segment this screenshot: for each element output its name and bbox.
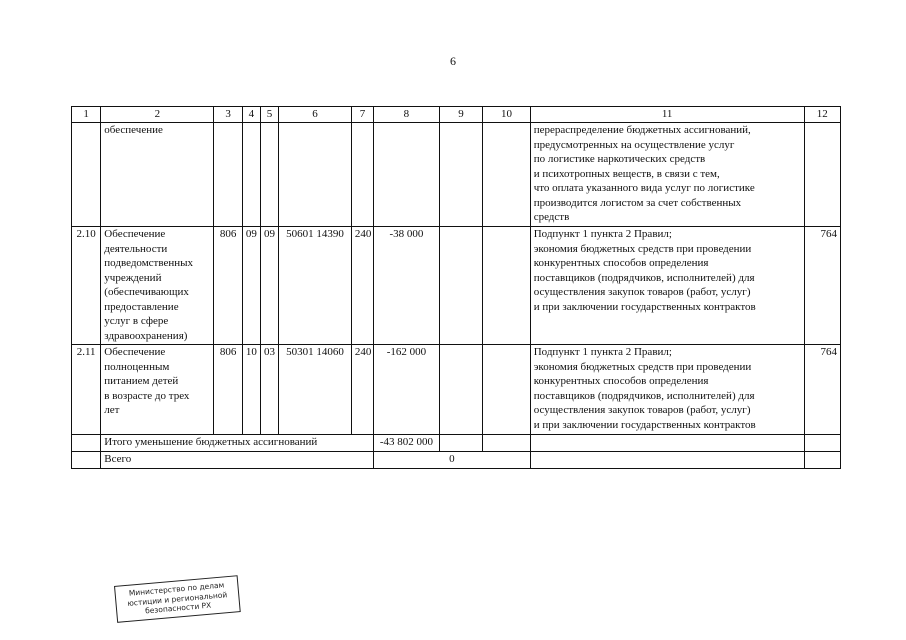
header-cell: 3: [214, 107, 242, 123]
total-decrease-label: Итого уменьшение бюджетных ассигнований: [101, 435, 374, 452]
header-cell: 2: [101, 107, 214, 123]
grand-total-value: 0: [374, 452, 531, 469]
grand-total-row: [72, 452, 841, 469]
row-justification: перераспределение бюджетных ассигнований, предусмотренных на осуществление услуг по логистике наркотических средств и психотропных веществ, в связи с тем, что оплата указанного вида услуг по логистике производится логистом за счет собственных средств: [530, 123, 804, 227]
row-subsection-code: 03: [260, 345, 278, 435]
row-target-article: 50601 14390: [279, 227, 352, 345]
row-number: 2.10: [72, 227, 101, 345]
header-cell: 8: [374, 107, 440, 123]
header-cell: 4: [242, 107, 260, 123]
page-number: 6: [450, 54, 456, 68]
row-expense-type: 240: [351, 345, 373, 435]
table-row: [72, 227, 841, 345]
row-justification: Подпункт 1 пункта 2 Правил; экономия бюджетных средств при проведении конкурентных способов определения поставщиков (подрядчиков, исполнителей) для осуществления закупок товаров (работ, услуг) и при заключении государственных контрактов: [530, 345, 804, 435]
row-amount: -162 000: [374, 345, 440, 435]
header-cell: 5: [260, 107, 278, 123]
table-row: [72, 345, 841, 435]
row-description: Обеспечение деятельности подведомственных учреждений (обеспечивающих предоставление услуг в сфере здравоохранения): [101, 227, 214, 345]
header-cell: 10: [483, 107, 530, 123]
header-cell: 6: [279, 107, 352, 123]
header-cell: 11: [530, 107, 804, 123]
continuation-row: [72, 123, 841, 227]
row-number: 2.11: [72, 345, 101, 435]
row-col9: [439, 227, 482, 345]
row-subsection-code: 09: [260, 227, 278, 345]
row-col10: [483, 345, 530, 435]
row-ministry-code: 806: [214, 345, 242, 435]
row-section-code: 10: [242, 345, 260, 435]
row-description: обеспечение: [101, 123, 214, 227]
row-description: Обеспечение полноценным питанием детей в возрасте до трех лет: [101, 345, 214, 435]
grand-total-label: Всего: [101, 452, 374, 469]
row-justification: Подпункт 1 пункта 2 Правил; экономия бюджетных средств при проведении конкурентных способов определения поставщиков (подрядчиков, исполнителей) для осуществления закупок товаров (работ, услуг) и при заключении государственных контрактов: [530, 227, 804, 345]
header-cell: 9: [439, 107, 482, 123]
row-ministry-code: 806: [214, 227, 242, 345]
header-cell: 7: [351, 107, 373, 123]
row-section-code: 09: [242, 227, 260, 345]
total-decrease-value: -43 802 000: [374, 435, 440, 452]
row-target-article: 50301 14060: [279, 345, 352, 435]
row-expense-type: 240: [351, 227, 373, 345]
row-code: 764: [804, 227, 840, 345]
ministry-stamp: Министерство по делам юстиции и региональной безопасности РХ: [114, 575, 241, 622]
header-row: [72, 107, 841, 123]
header-cell: 12: [804, 107, 840, 123]
row-col10: [483, 227, 530, 345]
row-code: 764: [804, 345, 840, 435]
budget-table: [71, 106, 841, 469]
header-cell: 1: [72, 107, 101, 123]
total-decrease-row: [72, 435, 841, 452]
row-col9: [439, 345, 482, 435]
row-amount: -38 000: [374, 227, 440, 345]
